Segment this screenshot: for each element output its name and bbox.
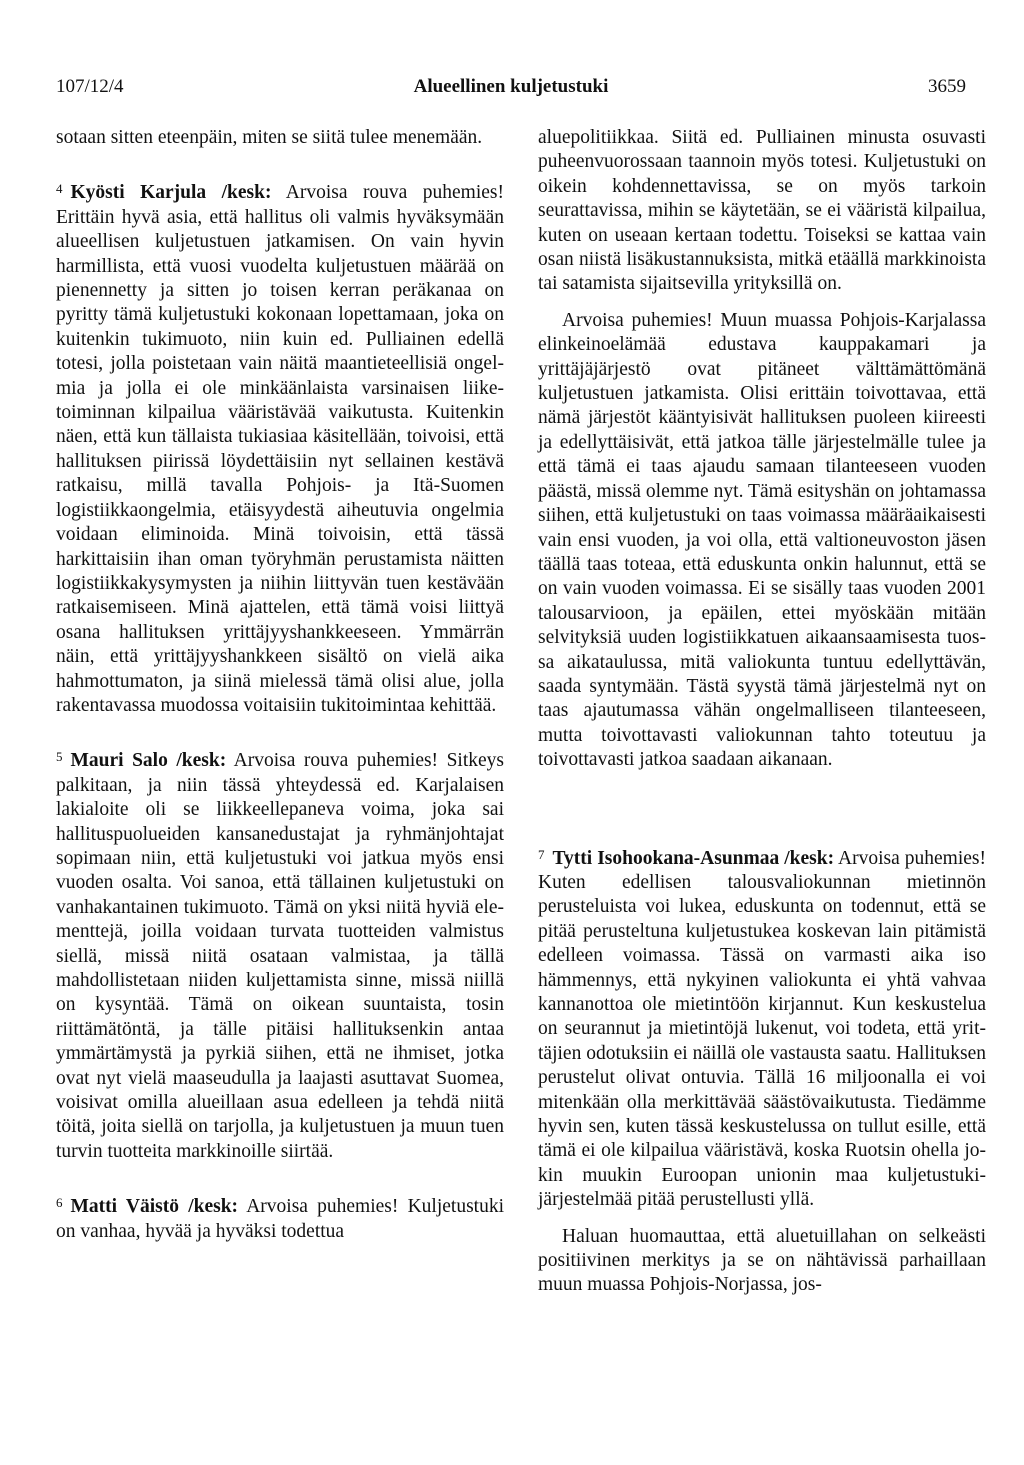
- speech-text: Arvoisa puhemies! Kuljetustuki on vanhaa, hyvää ja hyväksi todettua: [56, 1196, 504, 1242]
- speech-4: [56, 177, 504, 718]
- page-title: Alueellinen kuljetustuki: [413, 76, 609, 97]
- continued-paragraph: sotaan sitten eteenpäin, miten se siitä tulee menemään.: [56, 127, 483, 148]
- speech-text: Arvoisa puhemies! Kuten edellisen talousvaliokunnan mietinnön perusteluista voi lukea, eduskunta on todennut, että se pitää perusteltuna kuljetustukea koskevan lain pitämistä edelleen voimassa. Tässä on varmasti aika iso hämmennys, että nykyinen valiokunta ei yhtä vahvaa kannanottoa ole mietintöön kirjannut. Kun keskustelua on seurannut ja mietintöjä lukenut, voi todeta, että yrittäjien odotuksiin ei näillä ole vastausta saatu. Hallituksen perustelut olivat ontuvia. Tällä 16 miljoonalla ei voi mitenkään olla merkittävää säästövaikutusta. Tiedämme hyvin sen, kuten tässä keskustelussa on tullut esille, että tämä ei ole kilpailua vääristävä, koska Ruotsin ohella jokin muukin Euroopan unionin maa kuljetustukijärjestelmää pitää perustellusti yllä.: [538, 847, 987, 1211]
- speech-5: [56, 745, 504, 1164]
- speech-number: 4: [56, 181, 63, 197]
- speech-7: [538, 843, 986, 1213]
- speech-6: [56, 1191, 504, 1244]
- speaker-name: Kyösti Karjula /kesk:: [70, 182, 272, 204]
- document-reference: 107/12/4: [56, 76, 124, 97]
- right-column: [538, 126, 986, 1298]
- speech-text: Arvoisa rouva puhemies! Sitkeys palkitaan, ja niin tässä yhteydessä ed. Karjalaisen lakialoite oli se liikkeellepaneva voima, joka sai hallituspuolueiden kansanedustajat ja ryhmänjohtajat sopimaan niin, että kuljetustuki voi jatkua myös ensi vuoden osalta. Voi sanoa, että tällainen kuljetustuki on vanhakantainen tukimuoto. Tämä on yksi niitä hyviä elementtejä, joilla voidaan turvata tuotteiden valmistus siellä, missä niitä osataan valmistaa, ja tällä mahdollistetaan niiden kuljettamista sinne, missä niillä on kysyntää. Tämä on oikean suuntaista, tosin riittämätöntä, ja tälle pitäisi hallituksenkin antaa ymmärtämystä ja pyrkiä siihen, että ne ihmiset, jotka ovat nyt vielä maaseudulla ja laajasti asuttavat Suomea, voisivat omilla alueillaan asua edelleen ja tehdä niitä töitä, joita siellä on tarjolla, ja kuljetustuen ja muun tuen turvin tuotteita markkinoille siirtää.: [56, 750, 504, 1162]
- speaker-name: Matti Väistö /kesk:: [70, 1196, 239, 1218]
- page-number: 3659: [928, 76, 966, 97]
- paragraph: Arvoisa puhemies! Muun muassa Pohjois-Karjalassa elinkeinoelämää edustava kauppakamari ja yrittäjäjärjestö ovat pitäneet välttämättömänä kuljetustuen jatkamista. Olisi erittäin toivottavaa, että nämä järjestöt kääntyisivät hallituksen puoleen kiireesti ja edellyttäisivät, että jatkoa tälle järjestelmälle tulee ja että tämä ei taas ajaudu samaan tilanteeseen vuoden päästä, missä olemme nyt. Tämä esityshän on johtamassa siihen, että kuljetustuki on taas voimassa määräaikaisesti vain ensi vuoden, ja voi olla, että valtioneuvoston jäsen täällä taas toteaa, että eduskunta onkin halunnut, että se on vain vuoden voimassa. Ei se sisälly taas vuoden 2001 talousarvioon, ja epäilen, ettei myöskään mitään selvityksiä uuden logistiikkatuen aikaansaamisesta tuossa aikataulussa, mitä valiokunta tuntuu edellyttävän, saada syntymään. Tästä syystä tämä järjestelmä nyt on taas ajautumassa vähän ongelmalliseen tilanteeseen, mutta toivottavasti valiokunnan tahto toteutuu ja toivottavasti jatkoa saadaan aikanaan.: [538, 309, 986, 771]
- continued-paragraph: aluepolitiikkaa. Siitä ed. Pulliainen minusta osuvasti puheenvuorossaan taannoin myös totesi. Kuljetustuki on oikein kohdennettavissa, se on myös tarkoin seurattavissa, mihin se käytetään, se ei vääristä kilpailua, kuten on useaan kertaan todettu. Toiseksi se kattaa vain osan niistä lisäkustannuksista, mitkä etäällä markkinoista tai satamista sijaitsevilla yrityksillä on.: [538, 127, 986, 295]
- page-header: [56, 76, 966, 104]
- speech-number: 5: [56, 749, 63, 765]
- speaker-name: Tytti Isohookana-Asunmaa /kesk:: [552, 847, 835, 869]
- speech-text: Arvoisa rouva puhemies! Erittäin hyvä asia, että hallitus oli valmis hyväksymään alueellisen kuljetustuen jatkamisen. On vain hyvin harmillista, että vuosi vuodelta kuljetustuen määrää on pienennetty ja sitten jo toisen kerran peräkanaa on pyritty tämä kuljetustuki kokonaan lopettamaan, joka on kuitenkin tukimuoto, niin kuin ed. Pulliainen edellä totesi, jolla poistetaan vain näitä maantieteellisiä ongelmia ja jolla ei ole minkäänlaista varsinaisen liiketoiminnan kilpailua vääristävää vaikutusta. Kuitenkin näen, että kun tällaista tukiasiaa käsitellään, toivoisi, että hallituksen piirissä löydettäisiin nyt sellainen kestävä ratkaisu, millä tavalla Pohjois- ja Itä-Suomen logistiikkaongelmia, etäisyydestä aiheutuvia ongelmia voidaan eliminoida. Minä toivoisin, että tässä harkittaisiin ihan oman työryhmän perustamista näitten logistiikkakysymysten ja niihin liittyvän tuen kestävään ratkaisemiseen. Minä ajattelen, että tämä voisi liittyä osana hallituksen yrittäjyyshankkeeseen. Ymmärrän näin, että yrittäjyyshankkeen sisältö on vielä aika hahmottumaton, ja siinä mielessä tämä olisi alue, jolla rakentavassa muodossa voitaisiin tukitoimintaa kehittää.: [56, 182, 504, 716]
- paragraph: Haluan huomauttaa, että aluetuillahan on selkeästi positiivinen merkitys ja se on nähtävissä parhaillaan muun muassa Pohjois-Norjassa, jos-: [538, 1225, 986, 1296]
- speaker-name: Mauri Salo /kesk:: [70, 750, 227, 772]
- left-column: [56, 126, 504, 1244]
- speech-number: 6: [56, 1195, 63, 1211]
- speech-number: 7: [538, 846, 545, 862]
